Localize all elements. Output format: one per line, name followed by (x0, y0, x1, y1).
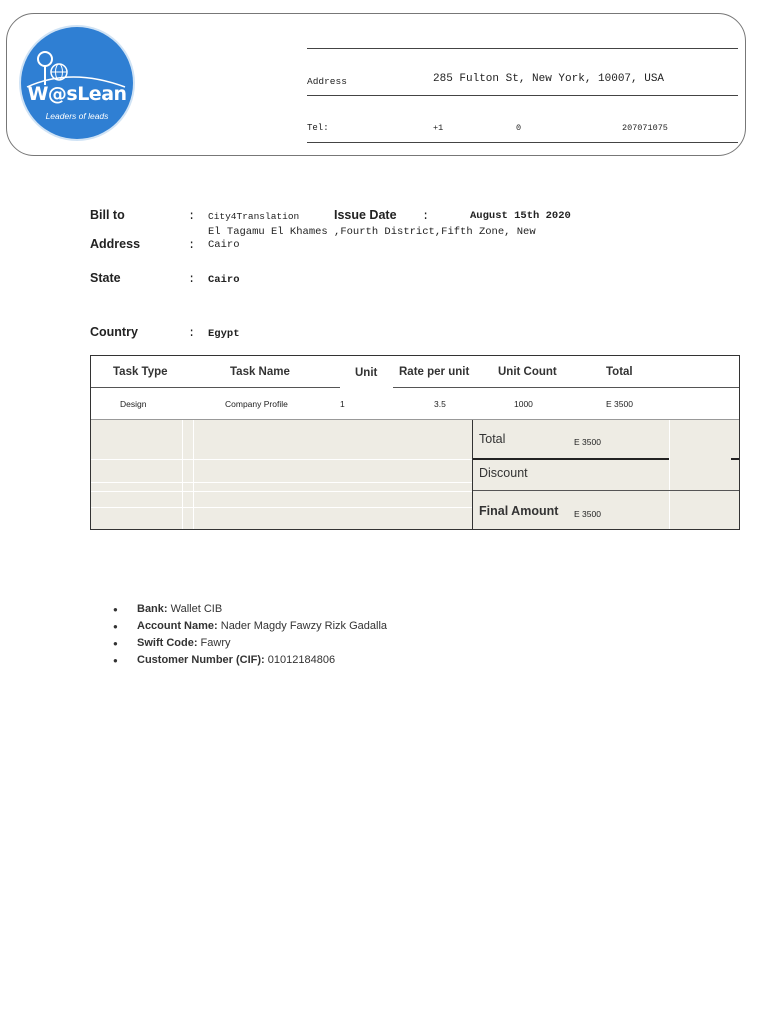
customer-number-label: Customer Number (CIF): (137, 654, 265, 666)
address-value: 285 Fulton St, New York, 10007, USA (433, 73, 665, 85)
list-item (113, 654, 387, 671)
cell-divider (669, 420, 670, 529)
address-label: Address (90, 237, 141, 251)
country-value: Egypt (208, 328, 240, 340)
cell-rate: 3.5 (434, 399, 446, 409)
total-value: E 3500 (574, 437, 601, 447)
address-line-2: Cairo (208, 239, 240, 251)
tel-area-code: 0 (516, 123, 522, 133)
issue-date-value: August 15th 2020 (470, 210, 571, 222)
summary-area (91, 420, 739, 529)
cell-unit-count: 1000 (514, 399, 533, 409)
cell-task-name: Company Profile (225, 399, 288, 409)
summary-divider (731, 458, 739, 460)
cell-divider (91, 491, 472, 492)
divider (307, 95, 738, 96)
logo-tagline: Leaders of leads (45, 111, 109, 121)
cell-divider (91, 482, 472, 483)
payment-details (113, 603, 387, 671)
column-header-task-type: Task Type (113, 366, 168, 378)
final-amount-value: E 3500 (574, 509, 601, 519)
divider (307, 142, 738, 143)
state-label: State (90, 271, 121, 285)
bank-label: Bank: (137, 603, 168, 615)
cell-divider (182, 420, 183, 529)
final-amount-label: Final Amount (479, 504, 559, 518)
cell-divider (193, 420, 194, 529)
invoice-header (6, 13, 746, 156)
column-header-rate: Rate per unit (399, 366, 470, 378)
column-header-total: Total (606, 366, 633, 378)
summary-divider (473, 490, 739, 491)
column-header-unit: Unit (355, 367, 378, 379)
bank-value: Wallet CIB (167, 603, 223, 615)
swift-code-label: Swift Code: (137, 637, 198, 649)
discount-label: Discount (479, 466, 528, 480)
divider (307, 48, 738, 49)
tel-country-code: +1 (433, 123, 444, 133)
summary-divider (473, 458, 669, 460)
issue-date-label: Issue Date (334, 208, 397, 222)
colon: : (188, 238, 196, 252)
total-label: Total (479, 432, 506, 446)
address-line-1: El Tagamu El Khames ,Fourth District,Fifth Zone, New (208, 226, 536, 238)
header-underline (91, 387, 340, 388)
list-item (113, 620, 387, 637)
state-value: Cairo (208, 274, 240, 286)
account-name-value: Nader Magdy Fawzy Rizk Gadalla (217, 620, 388, 632)
colon: : (188, 326, 196, 340)
swift-code-value: Fawry (197, 637, 231, 649)
tel-label: Tel: (307, 123, 329, 133)
account-name-label: Account Name: (137, 620, 218, 632)
header-underline (393, 387, 739, 388)
cell-divider (91, 459, 472, 460)
colon: : (188, 209, 196, 223)
company-logo (21, 27, 133, 139)
customer-number-value: 01012184806 (264, 654, 336, 666)
tel-number: 207071075 (622, 123, 668, 133)
list-item (113, 603, 387, 620)
bill-to-label: Bill to (90, 208, 125, 222)
cell-unit: 1 (340, 399, 345, 409)
list-item (113, 637, 387, 654)
cell-divider (91, 507, 472, 508)
bill-to-value: City4Translation (208, 211, 300, 222)
summary-left-border (472, 420, 473, 529)
cell-task-type: Design (120, 399, 147, 409)
address-label: Address (307, 76, 347, 87)
column-header-task-name: Task Name (230, 366, 290, 378)
cell-total: E 3500 (606, 399, 633, 409)
invoice-table (90, 355, 740, 530)
column-header-unit-count: Unit Count (498, 366, 557, 378)
colon: : (188, 272, 196, 286)
country-label: Country (90, 325, 138, 339)
colon: : (422, 209, 430, 223)
logo-text: W@sLean (27, 83, 127, 105)
